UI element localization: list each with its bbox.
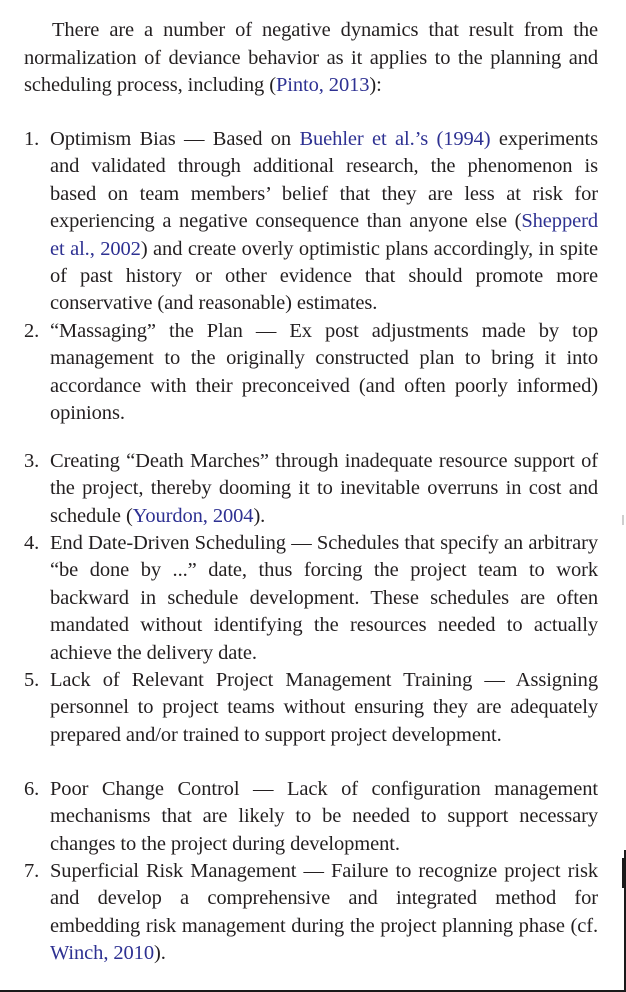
list-item: [24, 448, 598, 530]
list-item: [24, 126, 598, 318]
item-text-part: Creating “Death Marches” through inadequate resource support of the project, thereby dooming it to inevitable overruns in cost and schedule (: [50, 450, 598, 527]
citation-link[interactable]: Winch, 2010: [50, 942, 154, 965]
item-text-part: experiments and validated through additional research, the phenomenon is based on team members’ belief that they are less at risk for experiencing a negative consequence than anyone else (: [50, 128, 598, 233]
item-number: 1.: [24, 128, 40, 150]
citation-link[interactable]: Pinto, 2013: [275, 74, 370, 96]
item-number: 3.: [24, 450, 40, 472]
item-number: 7.: [24, 860, 40, 882]
item-text: End Date-Driven Scheduling — Schedules that specify an arbitrary “be done by ...” date, thus forcing the project team to work backward in schedule development. These schedules are often mandated without identifying the resources needed to actually achieve the delivery date.: [50, 532, 598, 664]
citation-link[interactable]: Shepperd et al., 2002: [50, 210, 598, 260]
item-number: 4.: [24, 532, 40, 554]
item-text: “Massaging” the Plan — Ex post adjustments made by top management to the originally constructed plan to bring it into accordance with their preconceived (and often poorly informed) opinions.: [50, 320, 598, 425]
item-text: [50, 858, 598, 968]
intro-text: There are a number of negative dynamics that result from the normalization of deviance behavior as it applies to the planning and scheduling process, including (: [24, 19, 598, 96]
list-item: [24, 858, 598, 968]
intro-tail: ):: [369, 74, 382, 96]
item-number: 6.: [24, 778, 40, 800]
intro-paragraph: [24, 17, 598, 100]
list-item: [24, 776, 598, 858]
item-number: 5.: [24, 669, 40, 691]
citation-link[interactable]: Buehler et al.’s (1994): [299, 128, 491, 150]
item-text-part: Optimism Bias — Based on: [50, 128, 300, 150]
item-text: [50, 448, 598, 530]
item-text: Lack of Relevant Project Management Training — Assigning personnel to project teams without ensuring they are adequately prepared and/or trained to support project development.: [50, 669, 598, 746]
item-text-part: ).: [253, 504, 266, 527]
list-item: [24, 667, 598, 749]
item-text: Poor Change Control — Lack of configuration management mechanisms that are likely to be needed to support necessary changes to the project during development.: [50, 778, 598, 855]
item-text-part: Superficial Risk Management — Failure to recognize project risk and develop a comprehensive and integrated method for embedding risk management during the project planning phase (cf.: [50, 860, 598, 937]
list-item: [24, 530, 598, 667]
item-text-part: ).: [153, 942, 166, 965]
item-number: 2.: [24, 320, 40, 342]
margin-mark: [622, 515, 624, 525]
item-text: [50, 126, 598, 318]
item-text-part: ) and create overly optimistic plans accordingly, in spite of past history or other evidence that should promote more conservative (and reasonable) estimates.: [50, 237, 598, 315]
citation-link[interactable]: Yourdon, 2004: [132, 504, 254, 527]
list-item: [24, 318, 598, 428]
